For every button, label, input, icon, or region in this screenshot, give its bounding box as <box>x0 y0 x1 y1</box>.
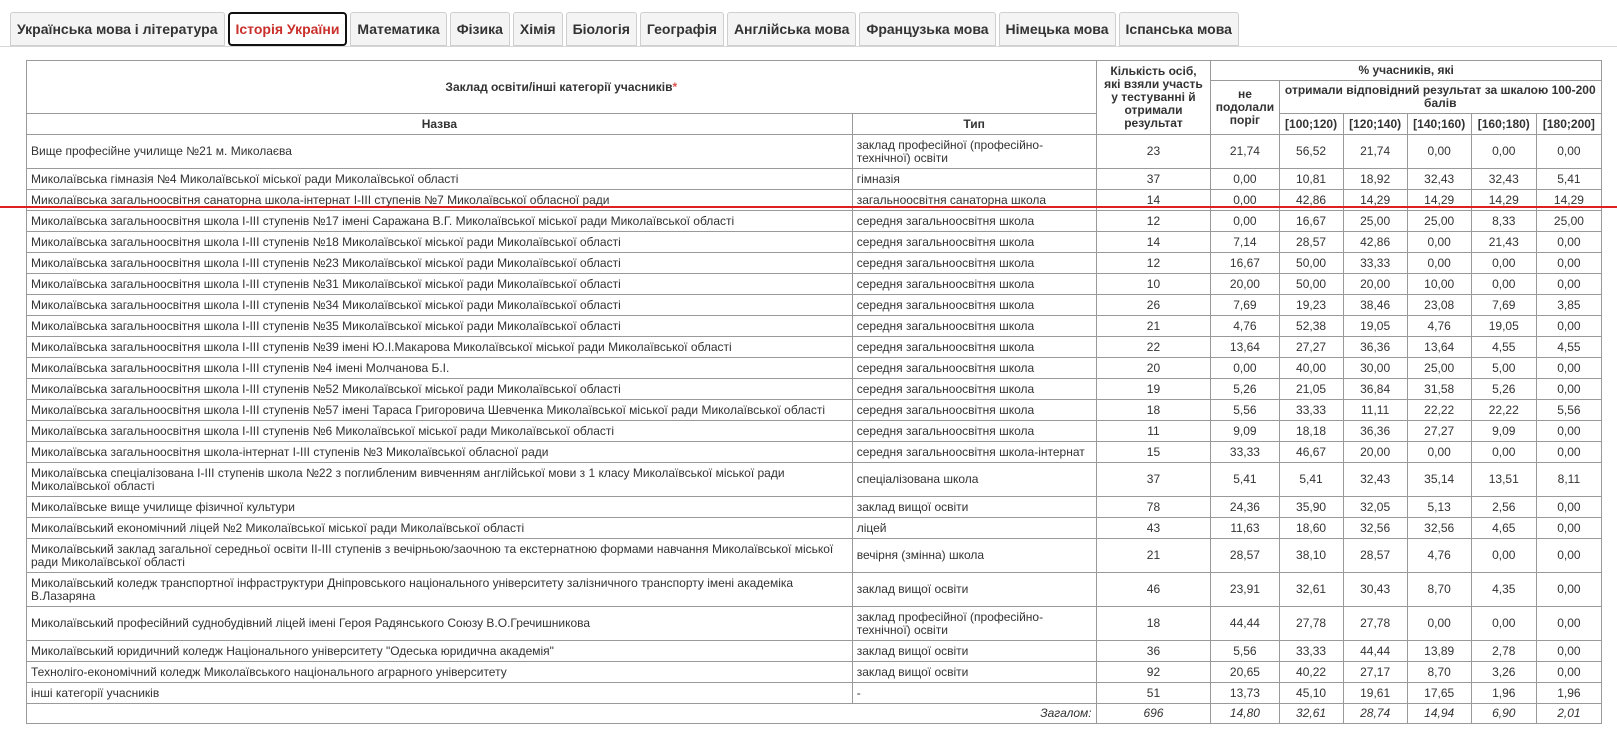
percent-cell: 17,65 <box>1407 683 1471 704</box>
percent-cell: 35,14 <box>1407 463 1471 497</box>
institution-type-cell: загальноосвітня санаторна школа <box>852 190 1096 211</box>
percent-cell: 20,00 <box>1211 274 1279 295</box>
percent-cell: 0,00 <box>1471 607 1536 641</box>
table-row <box>27 442 1602 463</box>
percent-cell: 5,26 <box>1211 379 1279 400</box>
institution-name-cell: Миколаївський заклад загальної середньої освіти ІІ-ІІІ ступенів з вечірньою/заочною та екстернатною формами навчання Миколаївської міської ради Миколаївської області <box>27 539 853 573</box>
table-row <box>27 253 1602 274</box>
institution-name-cell: Миколаївська спеціалізована І-ІІІ ступенів школа №22 з поглибленим вивченням англійської мови з 1 класу Миколаївської міської ради Миколаївської області <box>27 463 853 497</box>
percent-cell: 0,00 <box>1536 379 1601 400</box>
percent-cell: 23,08 <box>1407 295 1471 316</box>
percent-cell: 18,60 <box>1279 518 1343 539</box>
institution-type-cell: середня загальноосвітня школа <box>852 211 1096 232</box>
percent-cell: 28,57 <box>1343 539 1407 573</box>
percent-cell: 0,00 <box>1536 573 1601 607</box>
tabs-divider <box>0 46 1617 47</box>
count-cell: 26 <box>1096 295 1211 316</box>
percent-cell: 0,00 <box>1536 421 1601 442</box>
percent-cell: 4,76 <box>1407 316 1471 337</box>
institution-type-cell: заклад вищої освіти <box>852 497 1096 518</box>
institution-name-cell: Миколаївська загальноосвітня школа І-ІІІ ступенів №57 імені Тараса Григоровича Шевченка Миколаївської міської ради Миколаївської області <box>27 400 853 421</box>
percent-cell: 0,00 <box>1536 607 1601 641</box>
institution-name-cell: Миколаївський коледж транспортної інфраструктури Дніпровського національного університету залізничного транспорту імені академіка В.Лазаряна <box>27 573 853 607</box>
type-header: Тип <box>852 114 1096 135</box>
percent-cell: 8,33 <box>1471 211 1536 232</box>
total-percent-cell: 14,80 <box>1211 704 1279 724</box>
total-count-cell: 696 <box>1096 704 1211 724</box>
percent-cell: 44,44 <box>1211 607 1279 641</box>
percent-cell: 5,41 <box>1211 463 1279 497</box>
percent-cell: 0,00 <box>1536 316 1601 337</box>
institution-type-cell: середня загальноосвітня школа <box>852 421 1096 442</box>
subject-tabs <box>10 12 1239 46</box>
institution-type-cell: середня загальноосвітня школа <box>852 337 1096 358</box>
percent-cell: 0,00 <box>1471 253 1536 274</box>
percent-cell: 4,65 <box>1471 518 1536 539</box>
count-cell: 46 <box>1096 573 1211 607</box>
percent-cell: 40,22 <box>1279 662 1343 683</box>
percent-cell: 13,64 <box>1211 337 1279 358</box>
percent-cell: 18,92 <box>1343 169 1407 190</box>
percent-cell: 2,56 <box>1471 497 1536 518</box>
institution-type-cell: заклад професійної (професійно-технічної) освіти <box>852 607 1096 641</box>
percent-cell: 33,33 <box>1279 400 1343 421</box>
institution-type-cell: середня загальноосвітня школа <box>852 232 1096 253</box>
percent-cell: 13,89 <box>1407 641 1471 662</box>
percent-cell: 27,78 <box>1279 607 1343 641</box>
required-asterisk: * <box>672 79 678 94</box>
scale-group-header: отримали відповідний результат за шкалою 100-200 балів <box>1279 81 1601 114</box>
tab-subject[interactable]: Фізика <box>450 12 510 46</box>
institution-name-cell: Вище професійне училище №21 м. Миколаєва <box>27 135 853 169</box>
percent-cell: 33,33 <box>1279 641 1343 662</box>
table-row <box>27 421 1602 442</box>
table-row <box>27 662 1602 683</box>
percent-cell: 14,29 <box>1536 190 1601 211</box>
percent-cell: 0,00 <box>1536 442 1601 463</box>
tab-subject[interactable]: Хімія <box>513 12 563 46</box>
percent-cell: 0,00 <box>1211 211 1279 232</box>
percent-cell: 0,00 <box>1536 518 1601 539</box>
institution-type-cell: заклад вищої освіти <box>852 573 1096 607</box>
table-row <box>27 169 1602 190</box>
percent-cell: 19,23 <box>1279 295 1343 316</box>
tab-subject[interactable]: Біологія <box>566 12 637 46</box>
table-row <box>27 295 1602 316</box>
count-cell: 20 <box>1096 358 1211 379</box>
percent-cell: 31,58 <box>1407 379 1471 400</box>
count-cell: 23 <box>1096 135 1211 169</box>
total-row <box>27 704 1602 724</box>
total-percent-cell: 14,94 <box>1407 704 1471 724</box>
percent-cell: 0,00 <box>1407 607 1471 641</box>
count-header: Кількість осіб, які взяли участь у тестуванні й отримали результат <box>1096 61 1211 135</box>
percent-cell: 32,43 <box>1343 463 1407 497</box>
percent-cell: 45,10 <box>1279 683 1343 704</box>
percent-cell: 27,78 <box>1343 607 1407 641</box>
results-table-wrapper <box>26 60 1602 724</box>
percent-cell: 0,00 <box>1536 253 1601 274</box>
percent-cell: 16,67 <box>1211 253 1279 274</box>
percent-cell: 10,00 <box>1407 274 1471 295</box>
percent-cell: 4,76 <box>1407 539 1471 573</box>
count-cell: 15 <box>1096 442 1211 463</box>
percent-cell: 5,00 <box>1471 358 1536 379</box>
percent-cell: 0,00 <box>1536 662 1601 683</box>
percent-cell: 0,00 <box>1471 539 1536 573</box>
institution-name-cell: Миколаївський юридичний коледж Національного університету "Одеська юридична академія" <box>27 641 853 662</box>
percent-cell: 52,38 <box>1279 316 1343 337</box>
percent-cell: 46,67 <box>1279 442 1343 463</box>
percent-cell: 5,56 <box>1536 400 1601 421</box>
percent-cell: 0,00 <box>1407 232 1471 253</box>
percent-cell: 11,11 <box>1343 400 1407 421</box>
table-row <box>27 232 1602 253</box>
percent-cell: 4,55 <box>1536 337 1601 358</box>
tab-subject[interactable]: Іспанська мова <box>1119 12 1239 46</box>
tab-subject[interactable]: Англійська мова <box>727 12 856 46</box>
count-cell: 43 <box>1096 518 1211 539</box>
percent-cell: 22,22 <box>1471 400 1536 421</box>
institution-type-cell: середня загальноосвітня школа <box>852 316 1096 337</box>
percent-cell: 42,86 <box>1343 232 1407 253</box>
table-row <box>27 211 1602 232</box>
percent-cell: 16,67 <box>1279 211 1343 232</box>
percent-cell: 38,46 <box>1343 295 1407 316</box>
total-percent-cell: 28,74 <box>1343 704 1407 724</box>
percent-cell: 35,90 <box>1279 497 1343 518</box>
percent-cell: 8,11 <box>1536 463 1601 497</box>
institution-type-cell: - <box>852 683 1096 704</box>
percent-cell: 13,73 <box>1211 683 1279 704</box>
percent-cell: 9,09 <box>1211 421 1279 442</box>
count-cell: 12 <box>1096 211 1211 232</box>
percent-cell: 21,43 <box>1471 232 1536 253</box>
percent-cell: 0,00 <box>1536 232 1601 253</box>
percent-cell: 4,76 <box>1211 316 1279 337</box>
percent-cell: 27,27 <box>1279 337 1343 358</box>
institution-name-cell: Миколаївська загальноосвітня школа І-ІІІ ступенів №17 імені Саражана В.Г. Миколаївської міської ради Миколаївської області <box>27 211 853 232</box>
range-header: [120;140) <box>1343 114 1407 135</box>
table-row <box>27 641 1602 662</box>
tab-subject[interactable]: Математика <box>350 12 446 46</box>
institution-name-cell: Миколаївський економічний ліцей №2 Миколаївської міської ради Миколаївської області <box>27 518 853 539</box>
percent-cell: 7,69 <box>1211 295 1279 316</box>
percent-cell: 0,00 <box>1407 253 1471 274</box>
percent-cell: 0,00 <box>1211 190 1279 211</box>
percent-cell: 30,43 <box>1343 573 1407 607</box>
percent-cell: 50,00 <box>1279 253 1343 274</box>
percent-cell: 25,00 <box>1407 358 1471 379</box>
institution-type-cell: заклад вищої освіти <box>852 641 1096 662</box>
count-cell: 92 <box>1096 662 1211 683</box>
table-row <box>27 274 1602 295</box>
percent-cell: 0,00 <box>1536 274 1601 295</box>
percent-cell: 13,51 <box>1471 463 1536 497</box>
percent-cell: 23,91 <box>1211 573 1279 607</box>
institution-name-cell: Миколаївська загальноосвітня школа І-ІІІ ступенів №39 імені Ю.І.Макарова Миколаївської міської ради Миколаївської області <box>27 337 853 358</box>
tab-subject[interactable]: Українська мова і література <box>10 12 225 46</box>
percent-cell: 32,56 <box>1343 518 1407 539</box>
institution-name-cell: Миколаївська загальноосвітня школа І-ІІІ ступенів №23 Миколаївської міської ради Миколаївської області <box>27 253 853 274</box>
institution-name-cell: Миколаївська загальноосвітня школа І-ІІІ ступенів №35 Миколаївської міської ради Миколаївської області <box>27 316 853 337</box>
percent-cell: 4,35 <box>1471 573 1536 607</box>
percent-cell: 25,00 <box>1343 211 1407 232</box>
percent-cell: 30,00 <box>1343 358 1407 379</box>
percent-cell: 27,17 <box>1343 662 1407 683</box>
institution-type-cell: заклад професійної (професійно-технічної) освіти <box>852 135 1096 169</box>
range-header: [180;200] <box>1536 114 1601 135</box>
percent-cell: 4,55 <box>1471 337 1536 358</box>
percent-cell: 20,65 <box>1211 662 1279 683</box>
percent-cell: 21,74 <box>1343 135 1407 169</box>
percent-cell: 0,00 <box>1211 358 1279 379</box>
range-header: [100;120) <box>1279 114 1343 135</box>
table-row <box>27 463 1602 497</box>
percent-cell: 0,00 <box>1211 169 1279 190</box>
institution-type-cell: середня загальноосвітня школа <box>852 400 1096 421</box>
percent-cell: 5,26 <box>1471 379 1536 400</box>
name-header: Назва <box>27 114 853 135</box>
count-cell: 11 <box>1096 421 1211 442</box>
percent-cell: 5,41 <box>1279 463 1343 497</box>
institution-type-cell: середня загальноосвітня школа <box>852 274 1096 295</box>
percent-cell: 5,41 <box>1536 169 1601 190</box>
table-row <box>27 358 1602 379</box>
institution-type-cell: ліцей <box>852 518 1096 539</box>
institution-type-cell: вечірня (змінна) школа <box>852 539 1096 573</box>
percent-cell: 0,00 <box>1536 358 1601 379</box>
percent-cell: 14,29 <box>1471 190 1536 211</box>
count-cell: 78 <box>1096 497 1211 518</box>
percent-cell: 33,33 <box>1343 253 1407 274</box>
table-row <box>27 337 1602 358</box>
total-label: Загалом: <box>27 704 1097 724</box>
percent-cell: 3,85 <box>1536 295 1601 316</box>
percent-cell: 50,00 <box>1279 274 1343 295</box>
percent-cell: 0,00 <box>1536 135 1601 169</box>
percent-cell: 8,70 <box>1407 573 1471 607</box>
table-row <box>27 316 1602 337</box>
institution-type-cell: середня загальноосвітня школа <box>852 379 1096 400</box>
count-cell: 37 <box>1096 169 1211 190</box>
count-cell: 18 <box>1096 400 1211 421</box>
count-cell: 19 <box>1096 379 1211 400</box>
percent-cell: 5,56 <box>1211 641 1279 662</box>
table-row <box>27 539 1602 573</box>
percent-cell: 36,36 <box>1343 421 1407 442</box>
count-cell: 12 <box>1096 253 1211 274</box>
percent-cell: 0,00 <box>1471 274 1536 295</box>
total-percent-cell: 6,90 <box>1471 704 1536 724</box>
tab-subject[interactable]: Німецька мова <box>999 12 1116 46</box>
percent-cell: 44,44 <box>1343 641 1407 662</box>
percent-cell: 8,70 <box>1407 662 1471 683</box>
results-table <box>26 60 1602 724</box>
count-cell: 37 <box>1096 463 1211 497</box>
percent-cell: 28,57 <box>1279 232 1343 253</box>
percent-cell: 2,78 <box>1471 641 1536 662</box>
institution-name-cell: Техноліго-економічний коледж Миколаївського національного аграрного університету <box>27 662 853 683</box>
percent-cell: 3,26 <box>1471 662 1536 683</box>
institution-name-cell: Миколаївська загальноосвітня школа І-ІІІ ступенів №4 імені Молчанова Б.І. <box>27 358 853 379</box>
percent-cell: 36,36 <box>1343 337 1407 358</box>
percent-cell: 0,00 <box>1536 497 1601 518</box>
range-header: [140;160) <box>1407 114 1471 135</box>
percent-cell: 38,10 <box>1279 539 1343 573</box>
institution-name-cell: Миколаївська загальноосвітня школа І-ІІІ ступенів №6 Миколаївської міської ради Миколаївської області <box>27 421 853 442</box>
institution-name-cell: інші категорії учасників <box>27 683 853 704</box>
table-row <box>27 379 1602 400</box>
institution-name-cell: Миколаївська загальноосвітня школа І-ІІІ ступенів №34 Миколаївської міської ради Миколаївської області <box>27 295 853 316</box>
percent-cell: 33,33 <box>1211 442 1279 463</box>
percent-cell: 0,00 <box>1407 135 1471 169</box>
percent-cell: 5,56 <box>1211 400 1279 421</box>
percent-cell: 10,81 <box>1279 169 1343 190</box>
percent-cell: 32,43 <box>1407 169 1471 190</box>
institution-type-cell: середня загальноосвітня школа-інтернат <box>852 442 1096 463</box>
count-cell: 36 <box>1096 641 1211 662</box>
table-row <box>27 135 1602 169</box>
count-cell: 10 <box>1096 274 1211 295</box>
percent-cell: 20,00 <box>1343 274 1407 295</box>
not-passed-header: не подолали поріг <box>1211 81 1279 135</box>
percent-cell: 14,29 <box>1407 190 1471 211</box>
count-cell: 21 <box>1096 539 1211 573</box>
total-percent-cell: 32,61 <box>1279 704 1343 724</box>
count-cell: 21 <box>1096 316 1211 337</box>
institution-name-cell: Миколаївська загальноосвітня школа-інтернат І-ІІІ ступенів №3 Миколаївської обласної ради <box>27 442 853 463</box>
percent-cell: 42,86 <box>1279 190 1343 211</box>
institution-type-cell: середня загальноосвітня школа <box>852 358 1096 379</box>
percent-cell: 24,36 <box>1211 497 1279 518</box>
percent-cell: 1,96 <box>1536 683 1601 704</box>
table-row <box>27 573 1602 607</box>
percent-cell: 0,00 <box>1471 442 1536 463</box>
percent-cell: 1,96 <box>1471 683 1536 704</box>
percent-cell: 32,61 <box>1279 573 1343 607</box>
institution-name-cell: Миколаївська гімназія №4 Миколаївської міської ради Миколаївської області <box>27 169 853 190</box>
institution-group-header: Заклад освіти/інші категорії учасників* <box>27 61 1097 114</box>
institution-name-cell: Миколаївська загальноосвітня школа І-ІІІ ступенів №18 Миколаївської міської ради Миколаївської області <box>27 232 853 253</box>
table-row <box>27 497 1602 518</box>
percent-cell: 27,27 <box>1407 421 1471 442</box>
percent-cell: 7,69 <box>1471 295 1536 316</box>
institution-type-cell: заклад вищої освіти <box>852 662 1096 683</box>
percent-cell: 9,09 <box>1471 421 1536 442</box>
institution-type-cell: гімназія <box>852 169 1096 190</box>
percent-cell: 0,00 <box>1536 641 1601 662</box>
percent-cell: 13,64 <box>1407 337 1471 358</box>
percent-cell: 18,18 <box>1279 421 1343 442</box>
count-cell: 51 <box>1096 683 1211 704</box>
institution-name-cell: Миколаївська загальноосвітня санаторна школа-інтернат І-ІІІ ступенів №7 Миколаївської обласної ради <box>27 190 853 211</box>
percent-cell: 21,05 <box>1279 379 1343 400</box>
percent-cell: 36,84 <box>1343 379 1407 400</box>
institution-name-cell: Миколаївська загальноосвітня школа І-ІІІ ступенів №52 Миколаївської міської ради Миколаївської області <box>27 379 853 400</box>
percent-cell: 7,14 <box>1211 232 1279 253</box>
count-cell: 14 <box>1096 190 1211 211</box>
table-row <box>27 607 1602 641</box>
institution-name-cell: Миколаївський професійний суднобудівний ліцей імені Героя Радянського Союзу В.О.Гречишникова <box>27 607 853 641</box>
tab-subject[interactable]: Географія <box>640 12 724 46</box>
percent-cell: 11,63 <box>1211 518 1279 539</box>
percent-cell: 5,13 <box>1407 497 1471 518</box>
table-row <box>27 400 1602 421</box>
count-cell: 14 <box>1096 232 1211 253</box>
count-cell: 18 <box>1096 607 1211 641</box>
tab-subject[interactable]: Історія України <box>228 12 348 46</box>
institution-type-cell: середня загальноосвітня школа <box>852 295 1096 316</box>
percent-cell: 0,00 <box>1536 539 1601 573</box>
percent-group-header: % учасників, які <box>1211 61 1602 81</box>
percent-cell: 28,57 <box>1211 539 1279 573</box>
institution-type-cell: спеціалізована школа <box>852 463 1096 497</box>
percent-cell: 22,22 <box>1407 400 1471 421</box>
percent-cell: 14,29 <box>1343 190 1407 211</box>
percent-cell: 19,05 <box>1471 316 1536 337</box>
percent-cell: 19,61 <box>1343 683 1407 704</box>
institution-name-cell: Миколаївське вище училище фізичної культури <box>27 497 853 518</box>
percent-cell: 40,00 <box>1279 358 1343 379</box>
percent-cell: 32,05 <box>1343 497 1407 518</box>
percent-cell: 32,43 <box>1471 169 1536 190</box>
percent-cell: 25,00 <box>1536 211 1601 232</box>
percent-cell: 32,56 <box>1407 518 1471 539</box>
tab-subject[interactable]: Французька мова <box>859 12 995 46</box>
percent-cell: 21,74 <box>1211 135 1279 169</box>
table-row <box>27 190 1602 211</box>
percent-cell: 25,00 <box>1407 211 1471 232</box>
range-header: [160;180) <box>1471 114 1536 135</box>
percent-cell: 56,52 <box>1279 135 1343 169</box>
table-row <box>27 683 1602 704</box>
percent-cell: 19,05 <box>1343 316 1407 337</box>
percent-cell: 0,00 <box>1407 442 1471 463</box>
table-row <box>27 518 1602 539</box>
institution-type-cell: середня загальноосвітня школа <box>852 253 1096 274</box>
total-percent-cell: 2,01 <box>1536 704 1601 724</box>
count-cell: 22 <box>1096 337 1211 358</box>
percent-cell: 20,00 <box>1343 442 1407 463</box>
institution-name-cell: Миколаївська загальноосвітня школа І-ІІІ ступенів №31 Миколаївської міської ради Миколаївської області <box>27 274 853 295</box>
percent-cell: 0,00 <box>1471 135 1536 169</box>
